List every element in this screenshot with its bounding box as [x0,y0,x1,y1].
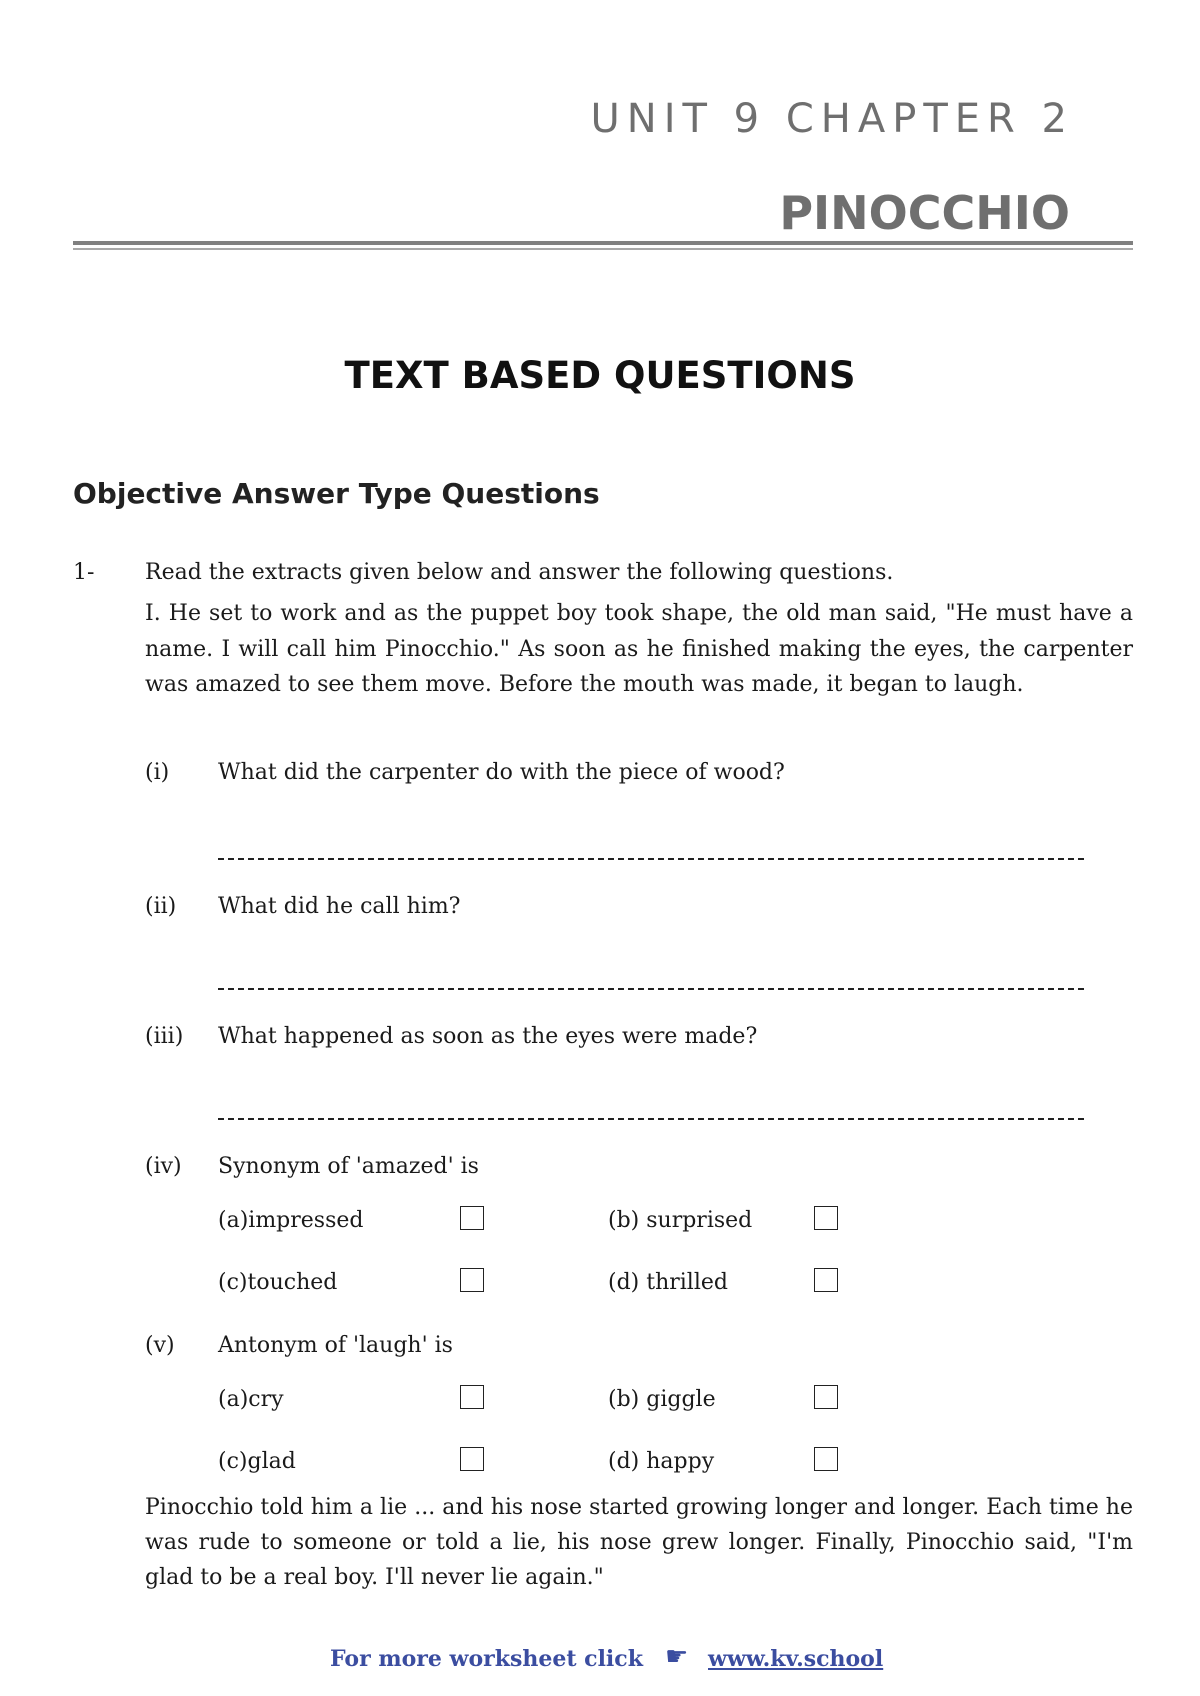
option-label: (b) surprised [608,1208,753,1233]
option-label: (c)touched [218,1270,338,1295]
footer [0,1642,1200,1686]
unit-chapter-label: UNIT 9 CHAPTER 2 [590,96,1074,142]
option-label: (b) giggle [608,1387,716,1412]
subquestion-number: (v) [145,1333,175,1358]
answer-line[interactable] [218,858,1084,860]
subquestion-text: What did the carpenter do with the piece of wood? [218,760,785,785]
option-label: (a)impressed [218,1208,364,1233]
option-checkbox[interactable] [460,1385,484,1409]
header-divider-secondary [73,248,1133,250]
option-label: (c)glad [218,1449,296,1474]
answer-line[interactable] [218,988,1084,990]
option-checkbox[interactable] [814,1206,838,1230]
subquestion-number: (i) [145,760,170,785]
answer-line[interactable] [218,1118,1084,1120]
option-checkbox[interactable] [460,1447,484,1471]
subquestion-number: (iii) [145,1024,184,1049]
option-checkbox[interactable] [460,1268,484,1292]
subquestion-text: What happened as soon as the eyes were made? [218,1024,758,1049]
extract-passage: I. He set to work and as the puppet boy took shape, the old man said, "He must have a name. I will call him Pinocchio." As soon as he finished making the eyes, the carpenter was amazed to see them move. Before the mouth was made, it began to laugh. [145,601,1133,697]
section-title: TEXT BASED QUESTIONS [344,354,856,397]
subquestion-number: (iv) [145,1154,182,1179]
subquestion-text: Antonym of 'laugh' is [218,1333,453,1358]
pointing-hand-icon: ☛ [665,1642,689,1672]
ending-passage: Pinocchio told him a lie ... and his nose started growing longer and longer. Each time he was rude to someone or told a lie, his nose grew longer. Finally, Pinocchio said, "I'm glad to be a real boy. I'll never lie again." [145,1495,1133,1590]
option-checkbox[interactable] [814,1268,838,1292]
option-checkbox[interactable] [814,1447,838,1471]
subquestion-number: (ii) [145,894,177,919]
subsection-title: Objective Answer Type Questions [73,477,600,510]
subquestion-text: What did he call him? [218,894,461,919]
option-label: (d) thrilled [608,1270,728,1295]
option-checkbox[interactable] [814,1385,838,1409]
footer-link[interactable]: www.kv.school [708,1646,884,1672]
option-checkbox[interactable] [460,1206,484,1230]
header-divider [73,241,1133,245]
question-intro: Read the extracts given below and answer the following questions. [145,560,894,585]
question-number: 1- [73,560,95,585]
chapter-title: PINOCCHIO [779,186,1070,240]
option-label: (a)cry [218,1387,284,1412]
option-label: (d) happy [608,1449,715,1474]
subquestion-text: Synonym of 'amazed' is [218,1154,479,1179]
footer-text: For more worksheet click [330,1646,643,1672]
